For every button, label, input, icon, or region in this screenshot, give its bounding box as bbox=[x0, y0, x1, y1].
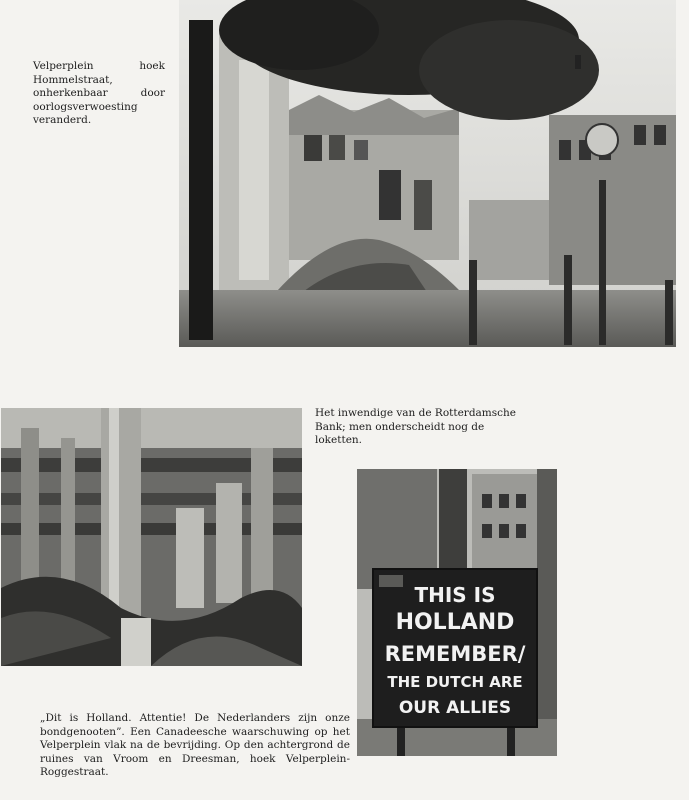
sign-line-1: THIS IS bbox=[414, 583, 496, 607]
photo-velperplein-ruins bbox=[179, 0, 676, 347]
sign-line-4: THE DUTCH ARE bbox=[387, 673, 523, 691]
caption-velperplein-hommelstraat: Velperplein hoek Hommelstraat, onherkenbaar door oorlogsverwoesting veranderd. bbox=[33, 60, 165, 126]
photo-bank-interior-ruins bbox=[1, 408, 302, 666]
caption-this-is-holland: „Dit is Holland. Attentie! De Nederlanders zijn onze bondgenooten”. Een Canadeesche waarschuwing op het Velperplein vlak na de bevrijding. Op den achtergrond de ruines van Vroom en Dreesman, hoek Velperplein-Roggestraat. bbox=[40, 712, 350, 778]
caption-rotterdamsche-bank: Het inwendige van de Rotterdamsche Bank; men onderscheidt nog de loketten. bbox=[315, 407, 517, 446]
sign-line-5: OUR ALLIES bbox=[398, 698, 512, 718]
photo-this-is-holland-sign bbox=[357, 469, 557, 756]
sign-line-2: HOLLAND bbox=[395, 610, 515, 635]
sign-line-3: REMEMBER/ bbox=[384, 642, 526, 666]
